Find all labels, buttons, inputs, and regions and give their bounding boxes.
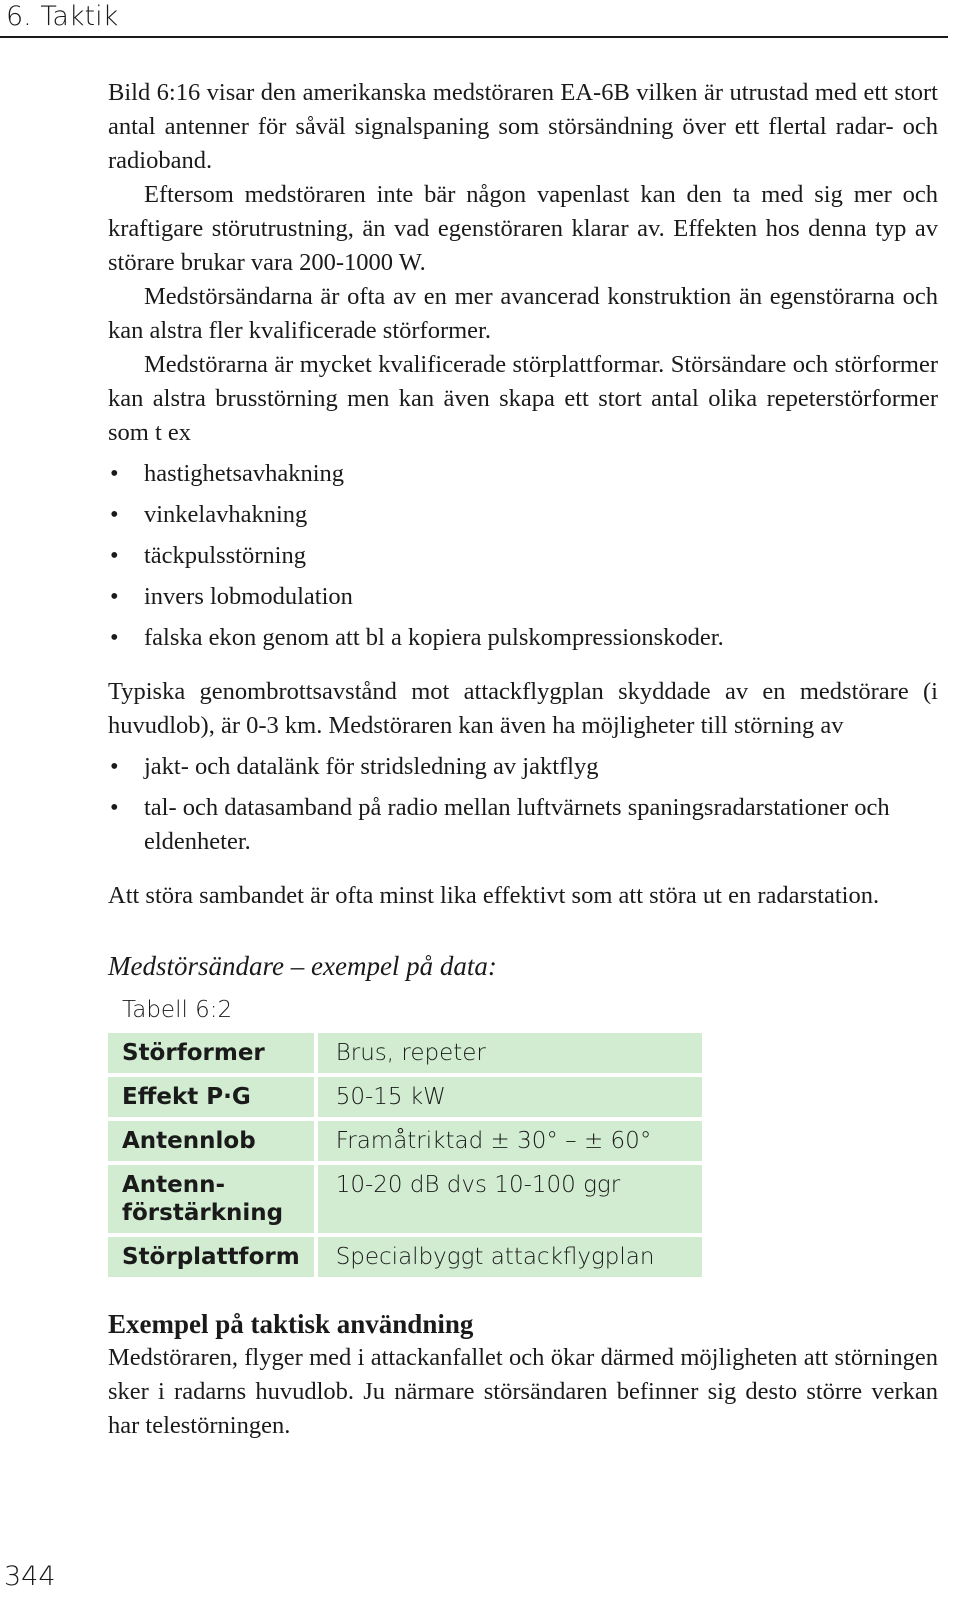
chapter-title: 6. Taktik <box>6 1 119 32</box>
paragraph-payload: Eftersom medstöraren inte bär någon vapenlast kan den ta med sig mer och kraftigare störutrustning, än vad egenstöraren klarar av. Effekten hos denna typ av störare brukar vara 200-1000 W. <box>108 181 938 276</box>
table-caption: Tabell 6:2 <box>122 997 233 1023</box>
jamming-forms-list <box>108 457 938 655</box>
list-item: • täckpulsstörning <box>108 539 938 573</box>
list-item: • jakt- och datalänk för stridsledning av jaktflyg <box>108 750 938 784</box>
table-value: 50-15 kW <box>318 1077 702 1121</box>
bullet-icon: • <box>110 794 119 821</box>
paragraph-intro: Bild 6:16 visar den amerikanska medstöraren EA-6B vilken är utrustad med ett stort antal antenner för såväl signalspaning som störsändning över ett flertal radar- och radioband. <box>108 79 938 174</box>
bullet-icon: • <box>110 542 119 569</box>
tactical-heading: Exempel på taktisk användning <box>108 1309 474 1339</box>
bullet-icon: • <box>110 583 119 610</box>
paragraph-communications: Att störa sambandet är ofta minst lika effektivt som att störa ut en radarstation. <box>108 882 880 909</box>
examples-heading: Medstörsändare – exempel på data: <box>108 951 497 981</box>
page-content <box>108 76 938 1443</box>
table-key: Effekt P·G <box>108 1077 318 1121</box>
table-key: Störformer <box>108 1033 318 1077</box>
table-row <box>108 1121 702 1165</box>
bullet-icon: • <box>110 753 119 780</box>
list-item: • vinkelavhakning <box>108 498 938 532</box>
jamming-targets-list <box>108 750 938 859</box>
table-value: Brus, repeter <box>318 1033 702 1077</box>
paragraph-breakthrough: Typiska genombrottsavstånd mot attackflygplan skyddade av en medstörare (i huvudlob), är 0-3 km. Medstöraren kan även ha möjligheter till störning av <box>108 678 938 739</box>
bullet-icon: • <box>110 624 119 651</box>
paragraph-construction: Medstörsändarna är ofta av en mer avancerad konstruktion än egenstörarna och kan alstra fler kvalificerade störformer. <box>108 283 938 344</box>
page-header <box>0 0 948 38</box>
paragraph-tactical: Medstöraren, flyger med i attackanfallet och ökar därmed möjligheten att störningen sker i radarns huvudlob. Ju närmare störsändaren befinner sig desto större verkan har telestörningen. <box>108 1344 938 1439</box>
list-item: • falska ekon genom att bl a kopiera pulskompressionskoder. <box>108 621 938 655</box>
table-key: Antenn-förstärkning <box>108 1165 318 1237</box>
table-key: Antennlob <box>108 1121 318 1165</box>
bullet-icon: • <box>110 460 119 487</box>
table-value: 10-20 dB dvs 10-100 ggr <box>318 1165 702 1237</box>
table-row <box>108 1077 702 1121</box>
table-value: Framåtriktad ± 30° – ± 60° <box>318 1121 702 1165</box>
page-number: 344 <box>4 1561 56 1592</box>
table-row <box>108 1165 702 1237</box>
paragraph-platforms: Medstörarna är mycket kvalificerade störplattformar. Störsändare och störformer kan alstra brusstörning men kan även skapa ett stort antal olika repeterstörformer som t ex <box>108 351 938 446</box>
bullet-icon: • <box>110 501 119 528</box>
jammer-data-table <box>108 1033 702 1277</box>
list-item: • tal- och datasamband på radio mellan luftvärnets spaningsradarstationer och eldenheter. <box>108 791 938 859</box>
table-row <box>108 1237 702 1277</box>
list-item: • invers lobmodulation <box>108 580 938 614</box>
table-value: Specialbyggt attackflygplan <box>318 1237 702 1277</box>
table-key: Störplattform <box>108 1237 318 1277</box>
list-item: • hastighetsavhakning <box>108 457 938 491</box>
table-row <box>108 1033 702 1077</box>
